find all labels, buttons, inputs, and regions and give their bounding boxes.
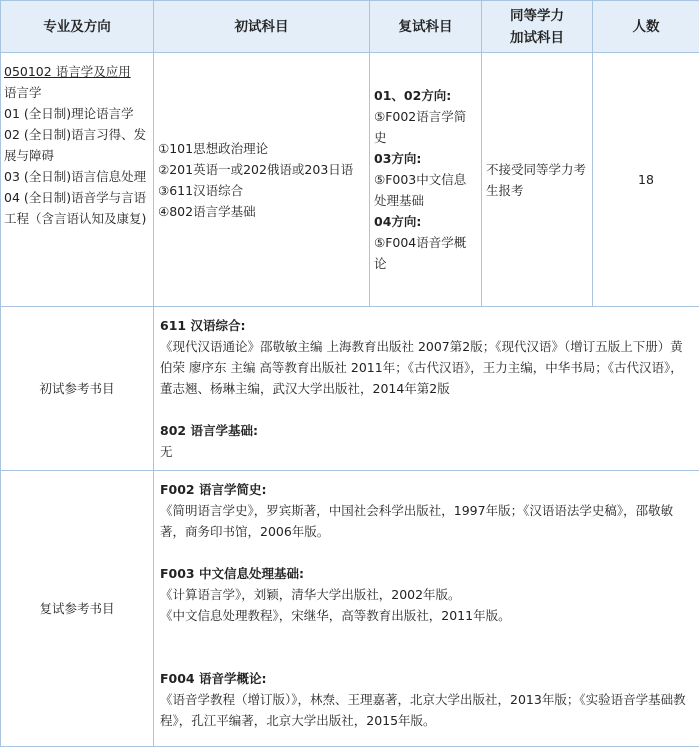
direction-03: 03 (全日制)语言信息处理 [4,166,149,187]
ref-f002-line-1: 《简明语言学史》，罗宾斯著，中国社会科学出版社，1997年版；《汉语语法学史稿》，邵敬敏著，商务印书馆，2006年版。 [160,500,693,542]
header-row [1,1,699,53]
ref-f003-line-2: 《中文信息处理教程》，宋继华，高等教育出版社，2011年版。 [160,605,693,626]
ref-f003-title: F003 中文信息处理基础: [160,563,693,584]
count-cell: 18 [593,53,699,307]
retest-refs-row [1,471,699,747]
retest-direction-0102: 01、02方向: [374,85,477,106]
ref-f003-line-1: 《计算语言学》，刘颖，清华大学出版社，2002年版。 [160,584,693,605]
ref-f004-title: F004 语音学概论: [160,668,693,689]
equivalent-cell: 不接受同等学力考生报考 [482,53,593,307]
direction-02: 02 (全日制)语言习得、发展与障碍 [4,124,149,166]
program-name-cont: 语言学 [4,82,149,103]
initial-refs-row [1,307,699,471]
header-equivalent-line2: 加试科目 [486,27,588,49]
major-cell [1,53,154,307]
ref-611-text: 《现代汉语通论》邵敬敏主编 上海教育出版社 2007第2版；《现代汉语》（增订五版上下册）黄伯荣 廖序东 主编 高等教育出版社 2011年；《古代汉语》，王力主编，中华书局；《古代汉语》，董志翘、杨琳主编，武汉大学出版社，2014年第2版 [160,336,693,399]
ref-611-title: 611 汉语综合: [160,315,693,336]
header-retest-subjects: 复试科目 [370,1,482,53]
retest-subject-f004: ⑤F004语音学概论 [374,232,477,274]
retest-direction-03: 03方向: [374,148,477,169]
retest-subjects-cell [370,53,482,307]
initial-subjects-cell [154,53,370,307]
initial-subject-1: ①101思想政治理论 [158,138,365,159]
header-count: 人数 [593,1,699,53]
ref-802-title: 802 语言学基础: [160,420,693,441]
spacer [160,626,693,668]
initial-subject-3: ③611汉语综合 [158,180,365,201]
retest-refs-cell [154,471,699,747]
header-equivalent [482,1,593,53]
initial-subject-4: ④802语言学基础 [158,201,365,222]
program-code-link[interactable]: 050102 语言学及应用 [4,61,149,82]
header-equivalent-line1: 同等学力 [486,5,588,27]
spacer [160,542,693,563]
program-row [1,53,699,307]
retest-subject-f002: ⑤F002语言学简史 [374,106,477,148]
header-initial-subjects: 初试科目 [154,1,370,53]
header-major: 专业及方向 [1,1,154,53]
direction-04: 04 (全日制)语音学与言语工程（含言语认知及康复) [4,187,149,229]
retest-refs-label: 复试参考书目 [1,471,154,747]
ref-f002-title: F002 语言学简史: [160,479,693,500]
retest-subject-f003: ⑤F003中文信息处理基础 [374,169,477,211]
initial-refs-label: 初试参考书目 [1,307,154,471]
initial-refs-cell [154,307,699,471]
retest-direction-04: 04方向: [374,211,477,232]
direction-01: 01 (全日制)理论语言学 [4,103,149,124]
ref-f004-line-1: 《语音学教程（增订版）》，林焘、王理嘉著，北京大学出版社，2013年版；《实验语音学基础教程》，孔江平编著，北京大学出版社，2015年版。 [160,689,693,731]
spacer [160,399,693,420]
ref-802-text: 无 [160,441,693,462]
initial-subject-2: ②201英语一或202俄语或203日语 [158,159,365,180]
